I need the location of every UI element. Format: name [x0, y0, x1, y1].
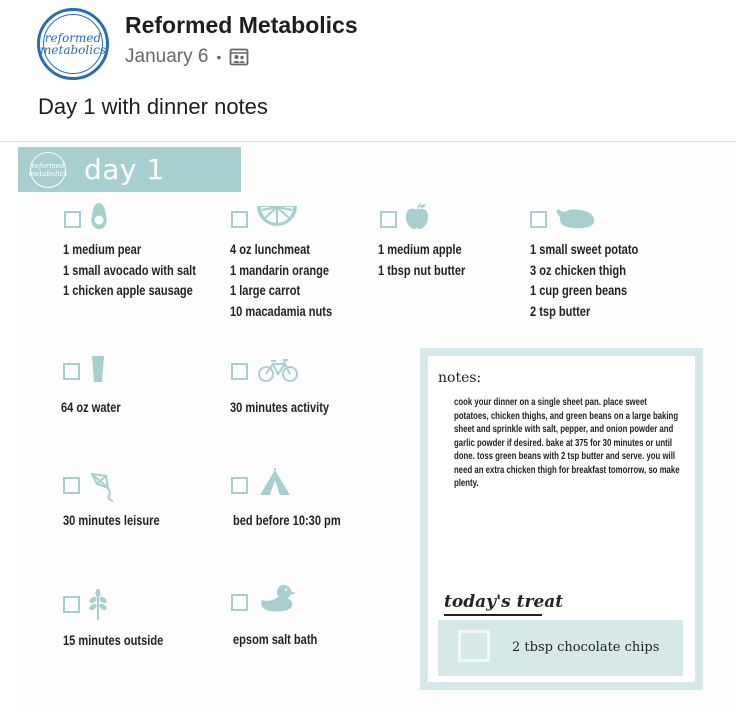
page-avatar[interactable]: [37, 8, 109, 80]
meta-separator: •: [216, 49, 222, 65]
water-glass-icon: [91, 355, 105, 388]
banner-logo-line2: metabolics: [28, 169, 68, 178]
meal-3-checkbox[interactable]: [380, 211, 397, 228]
bicycle-icon: [258, 358, 298, 387]
meal-1-list: [63, 240, 196, 302]
avatar-logo: [40, 14, 106, 74]
avatar-text-line2: metabolics: [40, 43, 106, 57]
meal-item: 4 oz lunchmeat: [230, 242, 310, 257]
meal-item: 1 tbsp nut butter: [378, 262, 466, 278]
meal-item: 1 small sweet potato: [530, 242, 639, 257]
meal-4-checkbox[interactable]: [530, 211, 547, 228]
meal-3-list: [378, 240, 465, 281]
meal-item: 3 oz chicken thigh: [530, 262, 626, 278]
meal-2-list: [230, 240, 332, 322]
meal-4-list: [530, 240, 638, 322]
activity-checkbox[interactable]: [231, 363, 248, 380]
friends-icon[interactable]: [229, 47, 249, 67]
meal-item: 10 macadamia nuts: [230, 303, 333, 319]
treat-underline: [444, 614, 542, 616]
page-name-link[interactable]: Reformed Metabolics: [125, 12, 358, 38]
apple-icon: [404, 202, 430, 235]
treat-item: 2 tbsp chocolate chips: [512, 640, 660, 655]
leaf-icon: [88, 588, 108, 625]
avatar-text-line1: reformed: [44, 31, 102, 45]
notes-title: notes:: [438, 370, 482, 386]
meal-1-checkbox[interactable]: [64, 211, 81, 228]
banner-logo: [30, 152, 66, 188]
notes-body: cook your dinner on a single sheet pan. place sweet potatoes, chicken thighs, and green beans on a large baking sheet and sprinkle with salt, pepper, and onion powder and garlic powder if desired. bake at 375 for 30 minutes or until done. toss green beans with 2 tsp butter and serve. you will need an extra chicken thigh for breakfast tomorrow, so make plenty.: [454, 397, 680, 489]
day-title: day 1: [84, 153, 165, 186]
meal-plan-image[interactable]: [18, 142, 736, 712]
notes-panel: [420, 348, 703, 690]
day-banner: [18, 147, 241, 192]
bedtime-checkbox[interactable]: [231, 477, 248, 494]
banner-logo-line1: reformed: [31, 161, 65, 170]
avocado-icon: [88, 201, 110, 236]
habit-label: 15 minutes outside: [63, 633, 164, 648]
habit-label: bed before 10:30 pm: [233, 513, 341, 528]
meal-item: 1 cup green beans: [530, 283, 628, 298]
roast-chicken-icon: [556, 206, 598, 235]
meal-item: 1 mandarin orange: [230, 262, 330, 278]
post-text: Day 1 with dinner notes: [38, 94, 268, 119]
meal-item: 1 chicken apple sausage: [63, 283, 193, 298]
meal-item: 1 large carrot: [230, 283, 301, 298]
treat-panel: [438, 620, 683, 676]
meal-item: 1 medium apple: [378, 242, 462, 257]
habit-label: 64 oz water: [61, 400, 121, 415]
treat-title: today's treat: [444, 592, 564, 612]
meal-item: 1 medium pear: [63, 242, 142, 257]
water-checkbox[interactable]: [63, 363, 80, 380]
meal-2-checkbox[interactable]: [231, 211, 248, 228]
tent-icon: [258, 468, 292, 501]
leisure-checkbox[interactable]: [63, 477, 80, 494]
citrus-slice-icon: [256, 204, 298, 233]
habit-label: epsom salt bath: [233, 632, 318, 647]
meal-item: 1 small avocado with salt: [63, 262, 196, 278]
rubber-duck-icon: [260, 584, 296, 619]
meal-item: 2 tsp butter: [530, 303, 591, 319]
bath-checkbox[interactable]: [231, 594, 248, 611]
kite-icon: [88, 472, 116, 507]
post-date-link[interactable]: January 6: [125, 46, 209, 67]
post-meta: [125, 46, 249, 68]
outside-checkbox[interactable]: [63, 596, 80, 613]
habit-label: 30 minutes activity: [230, 400, 330, 415]
treat-checkbox[interactable]: [458, 630, 490, 662]
habit-label: 30 minutes leisure: [63, 513, 160, 528]
